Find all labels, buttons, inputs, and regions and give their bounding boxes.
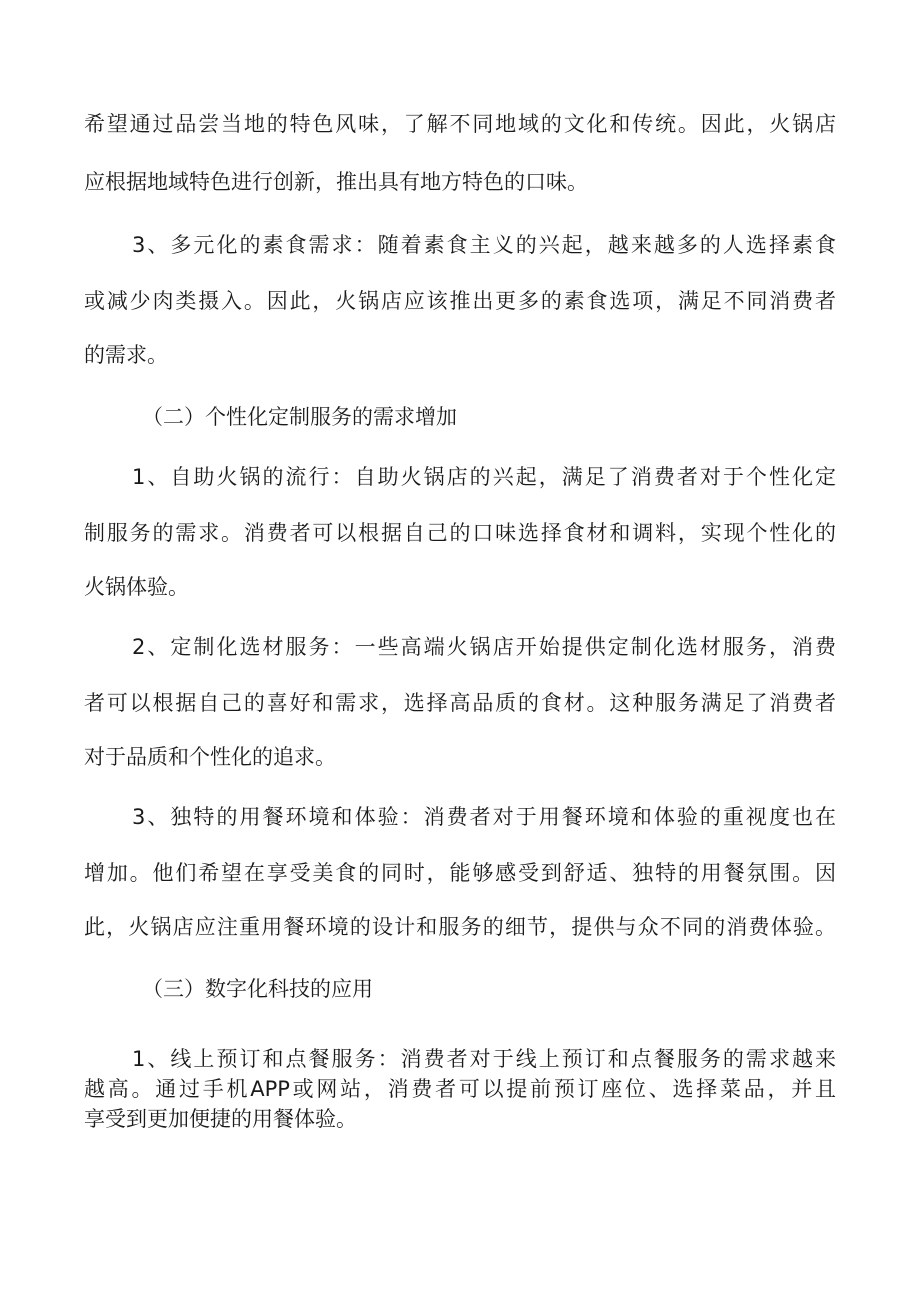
paragraph-line: 2、定制化选材服务：一些高端火锅店开始提供定制化选材服务，消费 (132, 635, 836, 659)
section-heading: （二）个性化定制服务的需求增加 (142, 405, 457, 429)
paragraph-line: 希望通过品尝当地的特色风味，了解不同地域的文化和传统。因此，火锅店 (84, 112, 836, 136)
paragraph-line: 火锅体验。 (84, 575, 189, 599)
paragraph-line: 1、线上预订和点餐服务：消费者对于线上预订和点餐服务的需求越来 (132, 1047, 836, 1071)
paragraph-line: 应根据地域特色进行创新，推出具有地方特色的口味。 (84, 170, 588, 194)
paragraph-line: 享受到更加便捷的用餐体验。 (84, 1107, 357, 1131)
paragraph-line: 者可以根据自己的喜好和需求，选择高品质的食材。这种服务满足了消费者 (84, 691, 836, 715)
paragraph-line: 对于品质和个性化的追求。 (84, 745, 336, 769)
paragraph-line: 增加。他们希望在享受美食的同时，能够感受到舒适、独特的用餐氛围。因 (84, 861, 836, 885)
paragraph-line: 的需求。 (84, 343, 168, 367)
paragraph-line: 1、自助火锅的流行：自助火锅店的兴起，满足了消费者对于个性化定 (132, 465, 836, 489)
paragraph-line: 3、多元化的素食需求：随着素食主义的兴起，越来越多的人选择素食 (132, 233, 836, 257)
paragraph-line: 制服务的需求。消费者可以根据自己的口味选择食材和调料，实现个性化的 (84, 521, 836, 545)
paragraph-line: 或减少肉类摄入。因此，火锅店应该推出更多的素食选项，满足不同消费者 (84, 289, 836, 313)
paragraph-line: 3、独特的用餐环境和体验：消费者对于用餐环境和体验的重视度也在 (132, 805, 836, 829)
paragraph-line: 越高。通过手机APP或网站，消费者可以提前预订座位、选择菜品，并且 (84, 1077, 836, 1101)
section-heading: （三）数字化科技的应用 (142, 977, 373, 1001)
paragraph-line: 此，火锅店应注重用餐环境的设计和服务的细节，提供与众不同的消费体验。 (84, 915, 836, 939)
